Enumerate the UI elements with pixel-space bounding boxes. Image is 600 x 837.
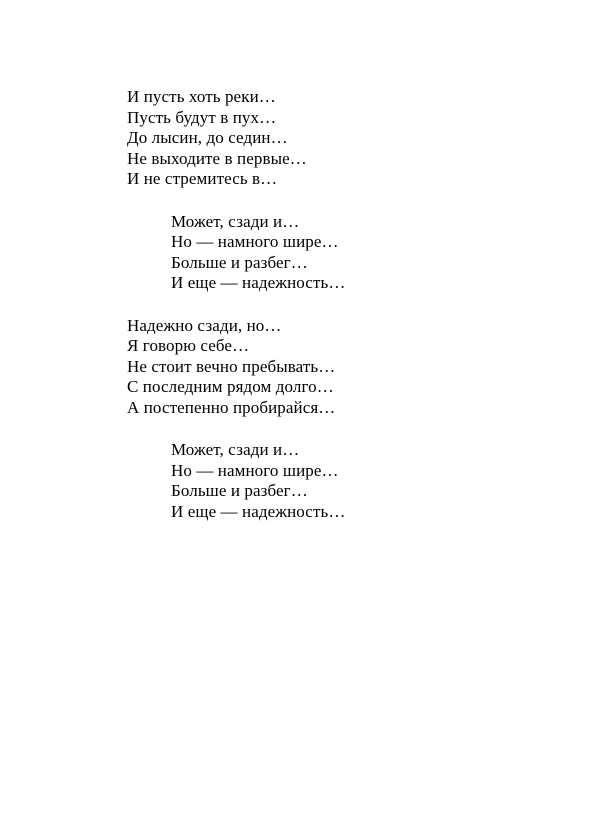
poem-line: Пусть будут в пух… — [127, 107, 277, 127]
stanza-2-refrain — [127, 212, 567, 294]
poem-line: И еще — надежность… — [171, 501, 346, 521]
poem-line: Но — намного шире… — [171, 232, 339, 251]
poem-line: С последним рядом долго… — [127, 377, 334, 396]
poem-line: Не выходите в первые… — [127, 148, 307, 168]
poem-line: Но — намного шире… — [171, 460, 339, 480]
poem-line: Не стоит вечно пребывать… — [127, 356, 336, 376]
stanza-1 — [127, 87, 567, 190]
poem-line: И пусть хоть реки… — [127, 87, 276, 106]
poem-line: Я говорю себе… — [127, 336, 250, 355]
poem-line: Больше и разбег… — [171, 481, 308, 500]
poem-line: Может, сзади и… — [171, 211, 300, 231]
poem-line: Может, сзади и… — [171, 440, 300, 459]
poem-line: Больше и разбег… — [171, 252, 308, 272]
poem-body — [127, 87, 567, 544]
stanza-3 — [127, 316, 567, 419]
poem-line: А постепенно пробирайся… — [127, 397, 336, 417]
poem-line: До лысин, до седин… — [127, 128, 288, 147]
poem-line: И не стремитесь в… — [127, 169, 278, 188]
poem-line: Надежно сзади, но… — [127, 315, 282, 335]
poem-line: И еще — надежность… — [171, 273, 346, 292]
stanza-4-refrain — [127, 440, 567, 522]
